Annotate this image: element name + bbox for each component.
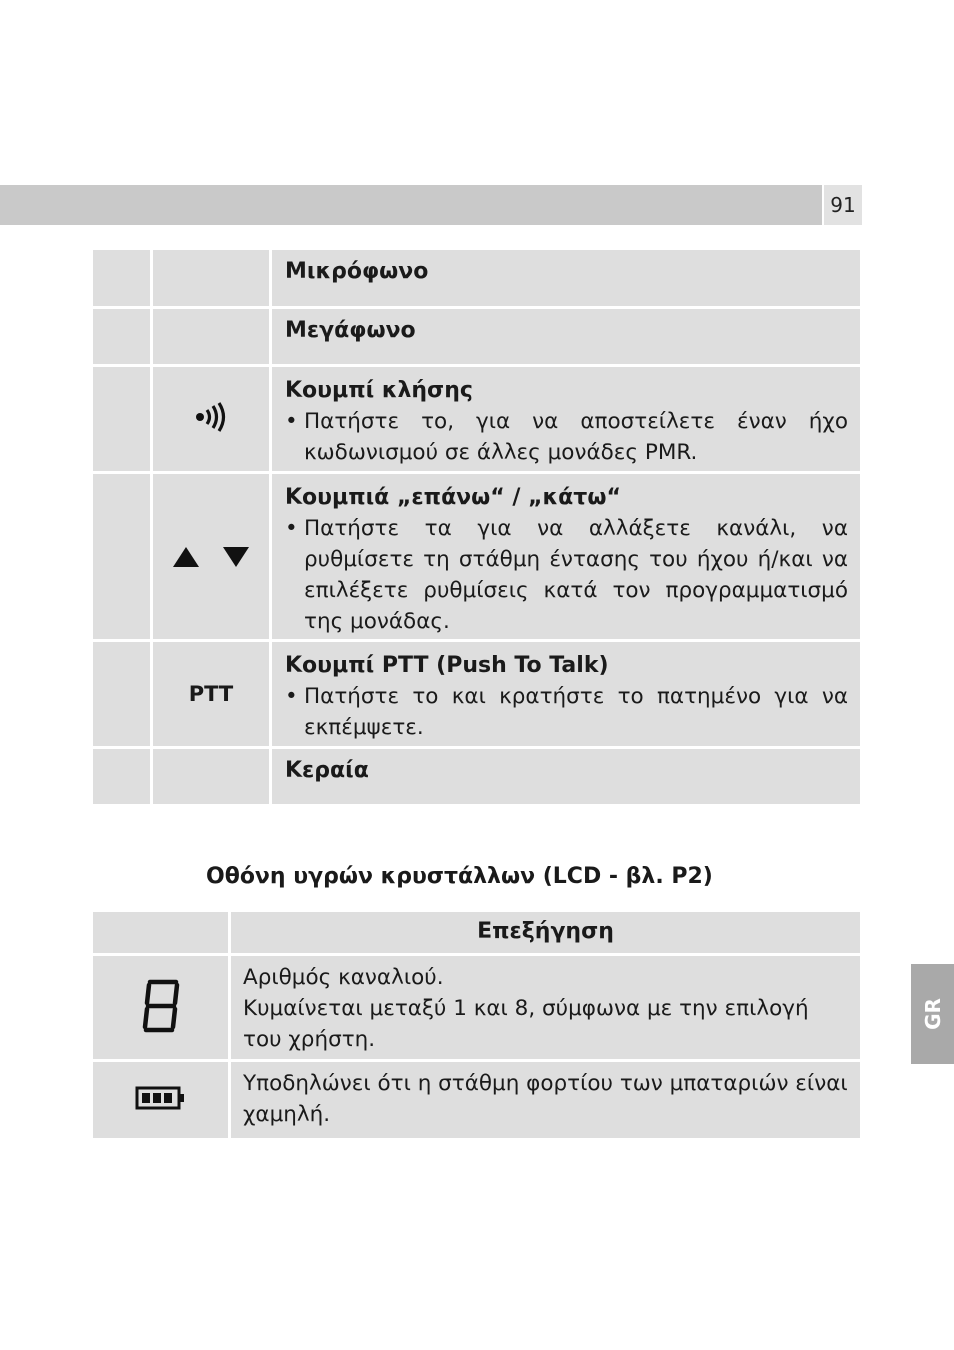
description-line: Αριθμός καναλιού. — [243, 965, 444, 990]
row-title: Μικρόφωνο — [285, 259, 429, 284]
table-row — [93, 1062, 860, 1138]
row-description-cell — [272, 642, 860, 746]
bullet-text: Πατήστε το, για να αποστείλετε έναν ήχο κωδωνισμού σε άλλες μονάδες PMR. — [304, 409, 848, 465]
row-number-cell — [93, 309, 150, 364]
table-row — [93, 250, 860, 306]
table-row — [93, 367, 860, 471]
table-row — [93, 956, 860, 1059]
call-signal-icon — [194, 400, 228, 438]
bullet-item — [285, 513, 848, 637]
bullet-text: Πατήστε το και κρατήστε το πατημένο για να εκπέμψετε. — [304, 684, 848, 740]
battery-icon — [135, 1085, 187, 1115]
row-icon-cell — [153, 250, 269, 306]
bullet-dot: • — [285, 516, 298, 541]
row-icon-cell — [153, 309, 269, 364]
row-number-cell — [93, 642, 150, 746]
row-number-cell — [93, 367, 150, 471]
row-icon-cell — [93, 956, 228, 1059]
row-title: Κεραία — [285, 758, 369, 783]
row-number-cell — [93, 474, 150, 639]
row-icon-cell — [153, 642, 269, 746]
ptt-label: PTT — [188, 682, 234, 706]
row-title: Κουμπί κλήσης — [285, 378, 473, 403]
row-icon-cell — [153, 367, 269, 471]
row-icon-cell — [93, 1062, 228, 1138]
description-line: Κυμαίνεται μεταξύ 1 και 8, σύμφωνα με την επιλογή του χρήστη. — [243, 996, 809, 1052]
page-number: 91 — [824, 185, 862, 225]
row-number-cell — [93, 250, 150, 306]
row-description-cell — [272, 367, 860, 471]
row-number-cell — [93, 749, 150, 804]
bullet-item — [285, 406, 848, 468]
lcd-table — [93, 912, 860, 1138]
table-row — [93, 309, 860, 364]
language-tab — [911, 964, 954, 1064]
row-description-cell — [231, 1062, 860, 1138]
row-title: Κουμπιά „επάνω“ / „κάτω“ — [285, 485, 621, 510]
table-row — [93, 642, 860, 746]
bullet-text: Πατήστε τα για να αλλάξετε κανάλι, να ρυθμίσετε τη στάθμη έντασης του ήχου ή/και να επιλέξετε ρυθμίσεις κατά τον προγραμματισμό της μονάδας. — [304, 516, 848, 634]
up-arrow-icon — [173, 547, 199, 567]
table-header-row — [93, 912, 860, 953]
table-row — [93, 749, 860, 804]
row-title: Μεγάφωνο — [285, 318, 416, 343]
row-description-cell — [272, 749, 860, 804]
bullet-item — [285, 681, 848, 743]
row-icon-cell — [153, 749, 269, 804]
bullet-dot: • — [285, 409, 298, 434]
header-bar — [0, 185, 822, 225]
row-description-cell — [272, 474, 860, 639]
table-row — [93, 474, 860, 639]
language-tab-label: GR — [920, 998, 945, 1030]
row-description-cell — [272, 250, 860, 306]
bullet-dot: • — [285, 684, 298, 709]
controls-table — [93, 250, 860, 804]
row-description-cell — [231, 956, 860, 1059]
row-title: Κουμπί PTT (Push To Talk) — [285, 653, 609, 678]
description-line: Υποδηλώνει ότι η στάθμη φορτίου των μπαταριών είναι χαμηλή. — [243, 1071, 848, 1127]
down-arrow-icon — [223, 547, 249, 567]
header-icon-cell — [93, 912, 228, 953]
row-description-cell — [272, 309, 860, 364]
lcd-section-title: Οθόνη υγρών κρυστάλλων (LCD - βλ. P2) — [206, 864, 713, 889]
header-explanation-cell: Επεξήγηση — [231, 912, 860, 953]
row-icon-cell — [153, 474, 269, 639]
seven-segment-digit-icon — [141, 978, 181, 1038]
